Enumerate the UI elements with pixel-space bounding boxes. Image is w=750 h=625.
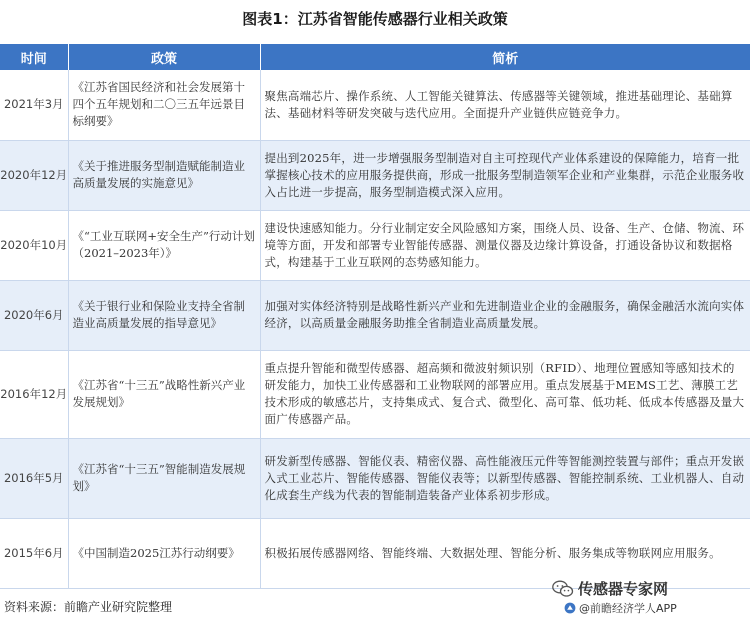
table-row [0, 70, 750, 140]
header-time: 时间 [0, 44, 68, 70]
row-policy: 《江苏省国民经济和社会发展第十四个五年规划和二〇三五年远景目标纲要》 [68, 70, 260, 140]
header-analysis: 简析 [260, 44, 750, 70]
table-row [0, 140, 750, 210]
table-row [0, 438, 750, 518]
table-row [0, 350, 750, 438]
table-row [0, 280, 750, 350]
table-header-row [0, 44, 750, 70]
watermark [552, 578, 742, 620]
row-analysis: 加强对实体经济特别是战略性新兴产业和先进制造业企业的金融服务，确保金融活水流向实体经济，以高质量金融服务助推全省制造业高质量发展。 [260, 280, 750, 350]
policy-table [0, 44, 750, 589]
row-analysis: 重点提升智能和微型传感器、超高频和微波射频识别（RFID）、地理位置感知等感知技术的研发能力，加快工业传感器和工业物联网的部署应用。重点发展基于MEMS工艺、薄膜工艺技术形成的敏感芯片，支持集成式、复合式、微型化、高可靠、低功耗、低成本传感器及量大面广传感器产品。 [260, 350, 750, 438]
row-analysis: 研发新型传感器、智能仪表、精密仪器、高性能液压元件等智能测控装置与部件；重点开发嵌入式工业芯片、智能传感器、智能仪表等；以新型传感器、智能控制系统、工业机器人、自动化成套生产线为代表的智能制造装备产业体系初步形成。 [260, 438, 750, 518]
wechat-icon [552, 580, 574, 598]
row-time: 2021年3月 [0, 70, 68, 140]
watermark-sub [564, 600, 677, 616]
row-time: 2020年6月 [0, 280, 68, 350]
row-time: 2016年12月 [0, 350, 68, 438]
row-time: 2020年10月 [0, 210, 68, 280]
row-policy: 《江苏省“十三五”智能制造发展规划》 [68, 438, 260, 518]
watermark-name: 传感器专家网 [578, 580, 669, 598]
row-policy: 《江苏省“十三五”战略性新兴产业发展规划》 [68, 350, 260, 438]
row-policy: 《“工业互联网+安全生产”行动计划（2021–2023年）》 [68, 210, 260, 280]
row-policy: 《关于银行业和保险业支持全省制造业高质量发展的指导意见》 [68, 280, 260, 350]
table-row [0, 210, 750, 280]
source-note: 资料来源：前瞻产业研究院整理 [4, 600, 173, 614]
row-analysis: 聚焦高端芯片、操作系统、人工智能关键算法、传感器等关键领域，推进基础理论、基础算法、基础材料等研发突破与迭代应用。全面提升产业链供应链竞争力。 [260, 70, 750, 140]
row-time: 2016年5月 [0, 438, 68, 518]
watermark-sub-text: @前瞻经济学人APP [579, 602, 677, 615]
logo-icon [564, 602, 576, 614]
row-time: 2020年12月 [0, 140, 68, 210]
row-analysis: 积极拓展传感器网络、智能终端、大数据处理、智能分析、服务集成等物联网应用服务。 [260, 518, 750, 588]
row-analysis: 提出到2025年，进一步增强服务型制造对自主可控现代产业体系建设的保障能力，培育一批掌握核心技术的应用服务提供商，形成一批服务型制造领军企业和产业集群，示范企业服务收入占比进一步提高，服务型制造模式深入应用。 [260, 140, 750, 210]
row-policy: 《中国制造2025江苏行动纲要》 [68, 518, 260, 588]
chart-title: 图表1：江苏省智能传感器行业相关政策 [242, 10, 508, 28]
header-policy: 政策 [68, 44, 260, 70]
row-time: 2015年6月 [0, 518, 68, 588]
row-policy: 《关于推进服务型制造赋能制造业高质量发展的实施意见》 [68, 140, 260, 210]
row-analysis: 建设快速感知能力。分行业制定安全风险感知方案，围绕人员、设备、生产、仓储、物流、环境等方面，开发和部署专业智能传感器、测量仪器及边缘计算设备，打通设备协议和数据格式，构建基于工业互联网的态势感知能力。 [260, 210, 750, 280]
